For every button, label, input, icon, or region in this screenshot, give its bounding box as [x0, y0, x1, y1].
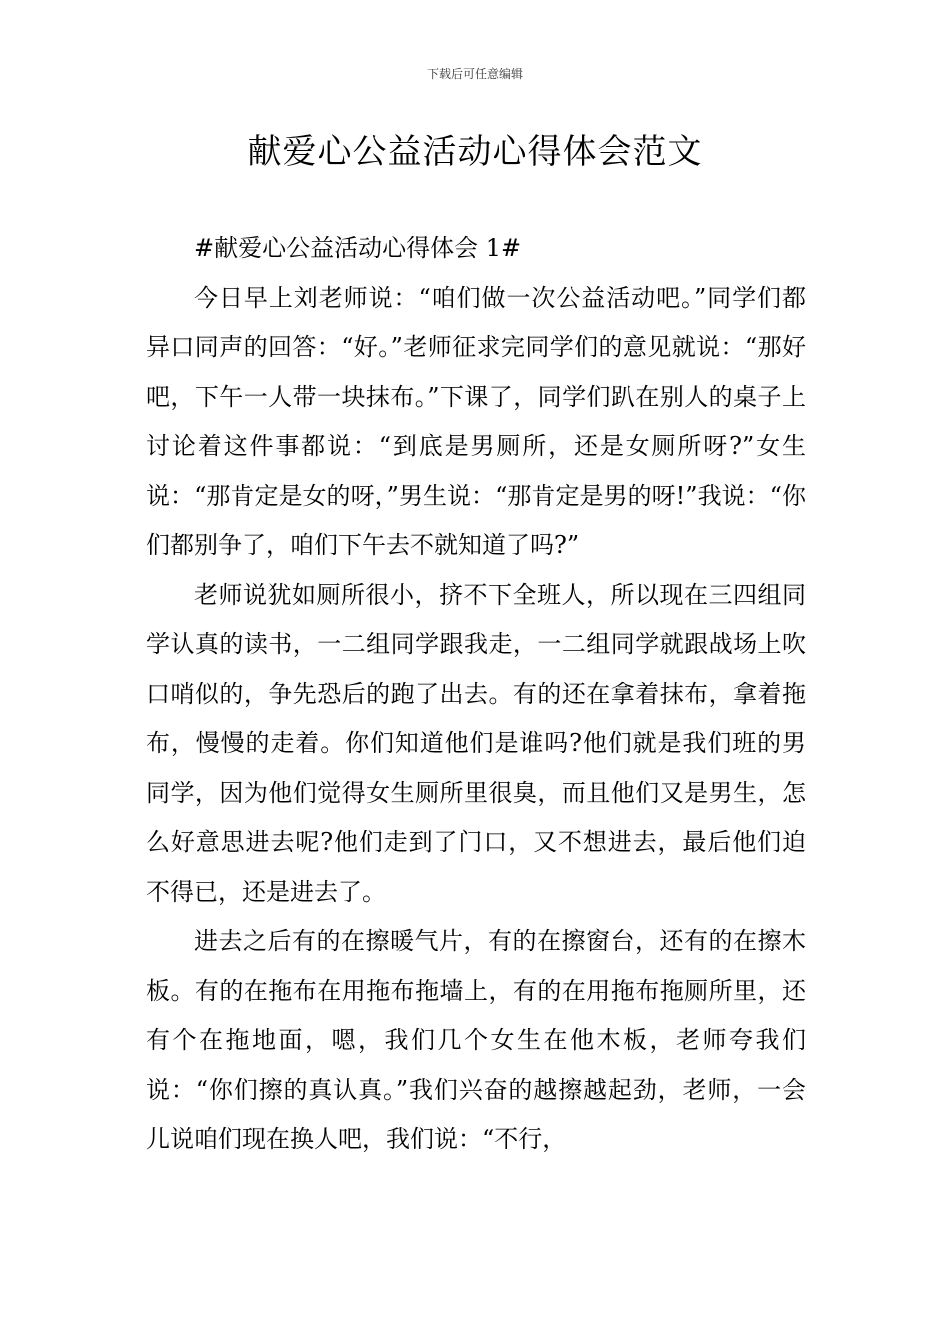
paragraph-3: 进去之后有的在擦暖气片，有的在擦窗台，还有的在擦木板。有的在拖布在用拖布拖墙上，有的在用拖布拖厕所里，还有个在拖地面，嗯，我们几个女生在他木板，老师夸我们说：“你们擦的真认真。”我们兴奋的越擦越起劲，老师，一会儿说咱们现在换人吧，我们说：“不行， [146, 927, 806, 1153]
paragraph-2: 老师说犹如厕所很小，挤不下全班人，所以现在三四组同学认真的读书，一二组同学跟我走，一二组同学就跟战场上吹口哨似的，争先恐后的跑了出去。有的还在拿着抹布，拿着拖布，慢慢的走着。你们知道他们是谁吗?他们就是我们班的男同学，因为他们觉得女生厕所里很臭，而且他们又是男生，怎么好意思进去呢?他们走到了门口，又不想进去，最后他们迫不得已，还是进去了。 [146, 580, 806, 906]
section-heading: #献爱心公益活动心得体会 1# [194, 234, 522, 262]
document-body [146, 224, 806, 1165]
document-title: 献爱心公益活动心得体会范文 [247, 132, 703, 172]
header-note: 下载后可任意编辑 [426, 67, 523, 81]
paragraph-1: 今日早上刘老师说：“咱们做一次公益活动吧。”同学们都异口同声的回答：“好。”老师征求完同学们的意见就说：“那好吧，下午一人带一块抹布。”下课了，同学们趴在别人的桌子上讨论着这件事都说：“到底是男厕所，还是女厕所呀?”女生说：“那肯定是女的呀，”男生说：“那肯定是男的呀!”我说：“你们都别争了，咱们下午去不就知道了吗?” [146, 283, 806, 559]
